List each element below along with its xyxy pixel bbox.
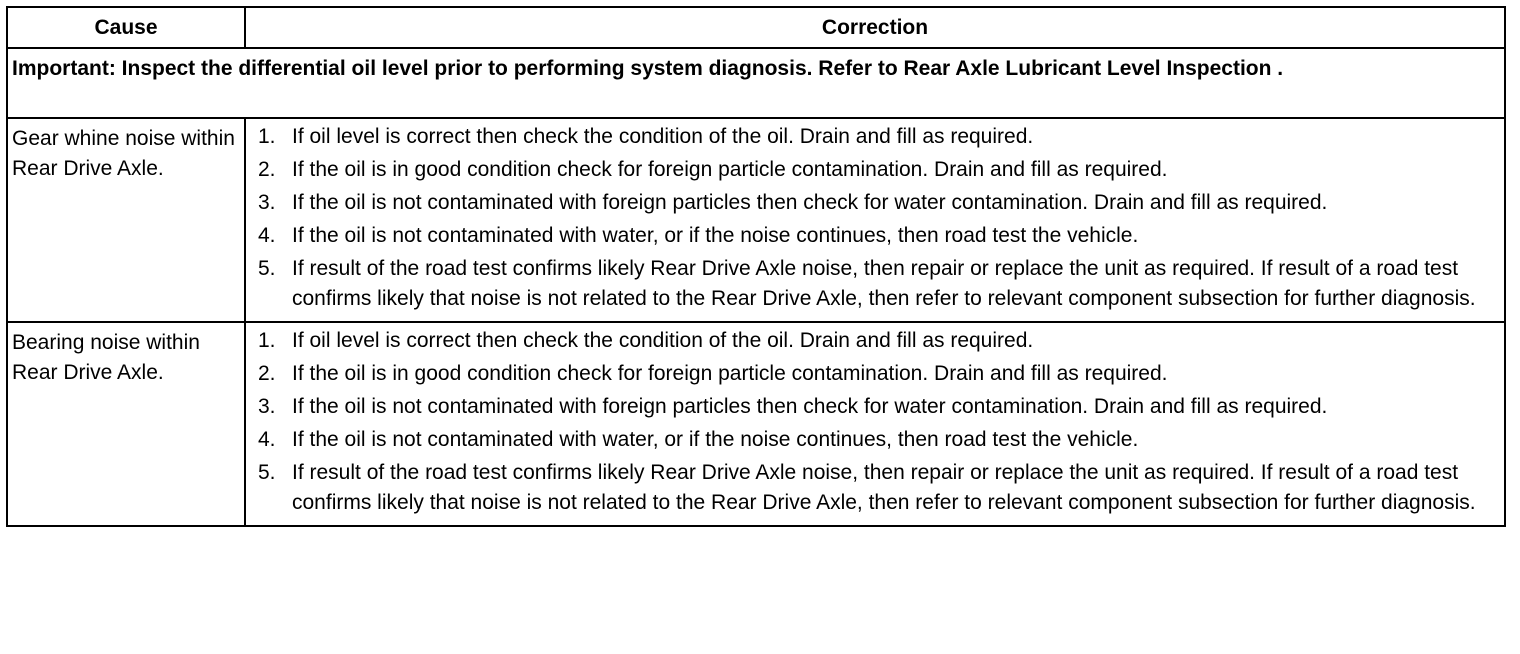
step-number: 2. [258,362,276,385]
step-text: If oil level is correct then check the condition of the oil. Drain and fill as required. [292,329,1034,352]
list-item [258,188,1494,218]
cause-cell: Gear whine noise within Rear Drive Axle. [7,118,245,322]
list-item [258,221,1494,251]
list-item [258,359,1494,389]
step-text: If the oil is not contaminated with water, or if the noise continues, then road test the vehicle. [292,428,1139,451]
step-number: 4. [258,428,276,451]
step-text: If the oil is in good condition check for foreign particle contamination. Drain and fill as required. [292,362,1168,385]
step-text: If result of the road test confirms likely Rear Drive Axle noise, then repair or replace the unit as required. If result of a road test confirms likely that noise is not related to the Rear Drive Axle, then refer to relevant component subsection for further diagnosis. [292,461,1476,514]
correction-header: Correction [245,7,1505,48]
header-row [7,7,1505,48]
step-text: If the oil is in good condition check for foreign particle contamination. Drain and fill as required. [292,158,1168,181]
cause-header: Cause [7,7,245,48]
step-number: 5. [258,257,276,280]
list-item [258,458,1494,518]
table-row [7,118,1505,322]
correction-cell [245,322,1505,526]
step-number: 5. [258,461,276,484]
correction-cell [245,118,1505,322]
step-number: 1. [258,125,276,148]
step-text: If result of the road test confirms likely Rear Drive Axle noise, then repair or replace the unit as required. If result of a road test confirms likely that noise is not related to the Rear Drive Axle, then refer to relevant component subsection for further diagnosis. [292,257,1476,310]
step-number: 2. [258,158,276,181]
step-text: If the oil is not contaminated with water, or if the noise continues, then road test the vehicle. [292,224,1139,247]
important-row [7,48,1505,118]
table-row [7,322,1505,526]
step-number: 3. [258,395,276,418]
step-text: If oil level is correct then check the condition of the oil. Drain and fill as required. [292,125,1034,148]
list-item [258,425,1494,455]
correction-steps [258,122,1494,314]
step-text: If the oil is not contaminated with foreign particles then check for water contamination. Drain and fill as required. [292,395,1328,418]
step-number: 3. [258,191,276,214]
list-item [258,392,1494,422]
correction-steps [258,326,1494,518]
step-number: 4. [258,224,276,247]
list-item [258,326,1494,356]
important-note: Important: Inspect the differential oil level prior to performing system diagnosis. Refer to Rear Axle Lubricant Level Inspection . [7,48,1505,118]
step-number: 1. [258,329,276,352]
step-text: If the oil is not contaminated with foreign particles then check for water contamination. Drain and fill as required. [292,191,1328,214]
list-item [258,155,1494,185]
list-item [258,122,1494,152]
diagnosis-table [6,6,1506,527]
cause-cell: Bearing noise within Rear Drive Axle. [7,322,245,526]
list-item [258,254,1494,314]
